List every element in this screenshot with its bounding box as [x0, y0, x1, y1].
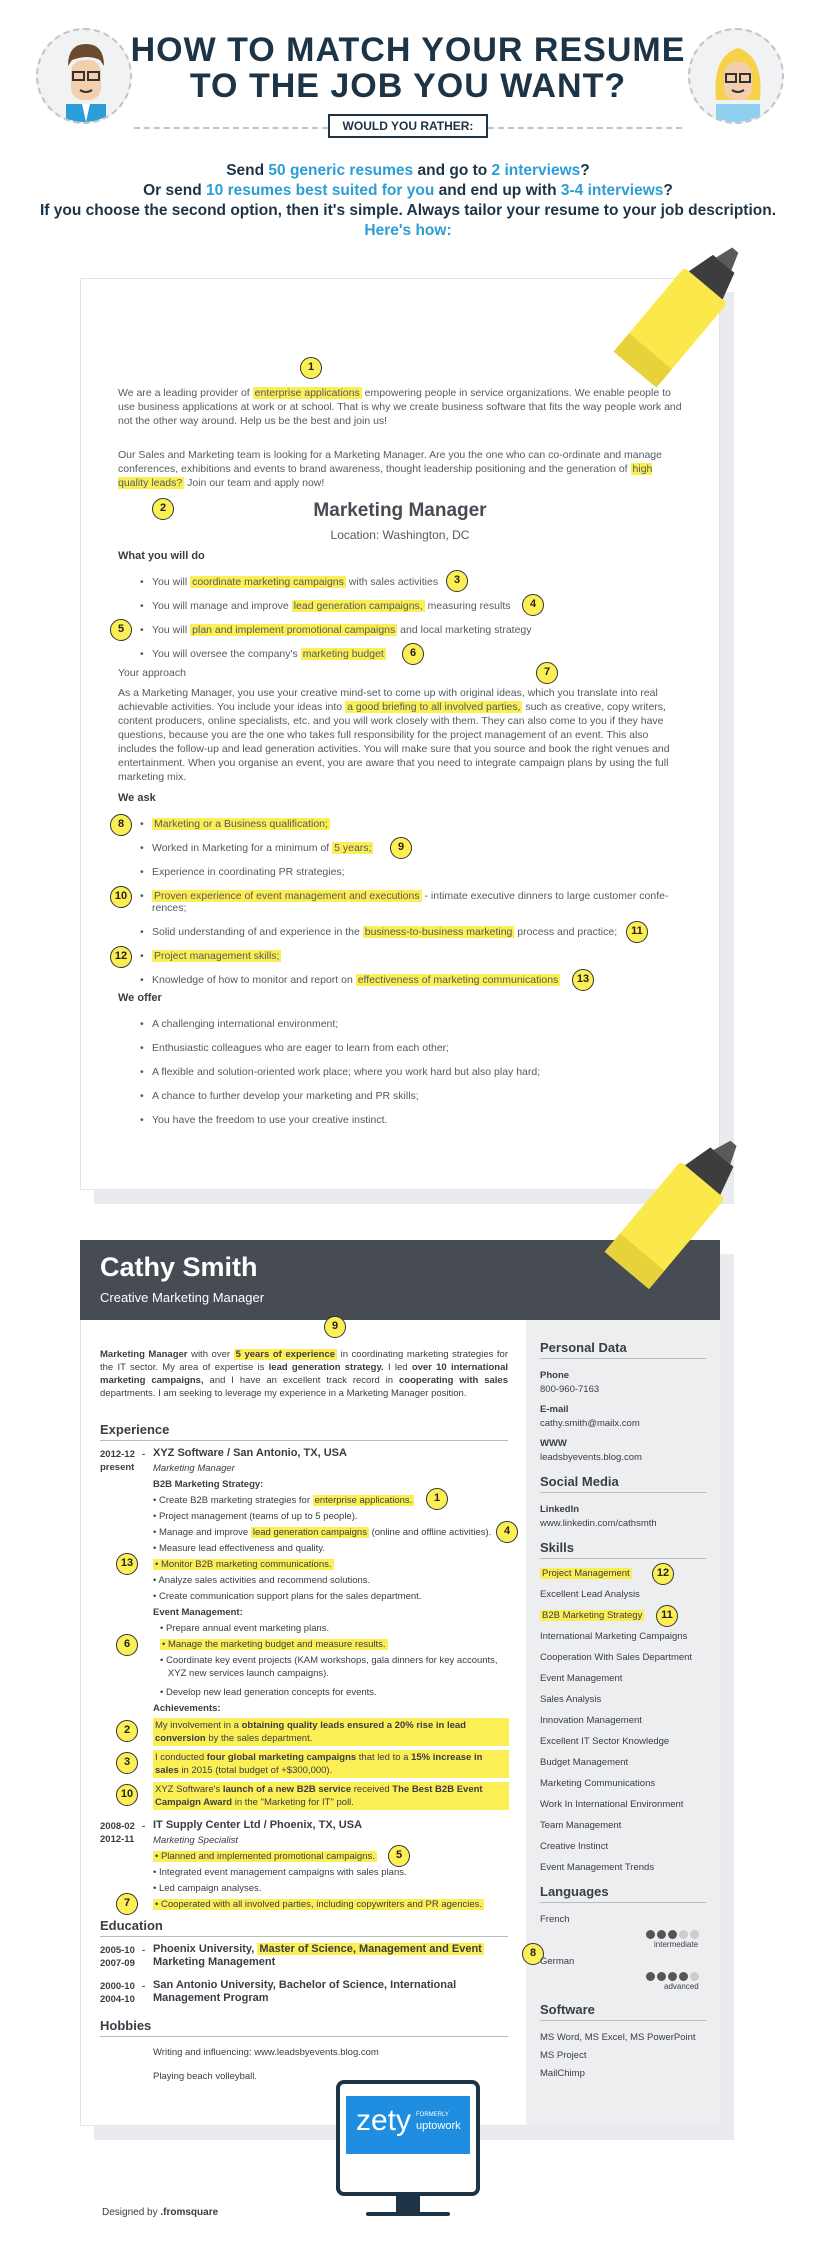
marker-2: 2	[116, 1720, 138, 1742]
marker-3: 3	[116, 1752, 138, 1774]
do-item-1: • You will coordinate marketing campaigns with sales activities	[152, 576, 438, 588]
skill-item: B2B Marketing Strategy	[542, 1610, 643, 1621]
we-offer-heading: We offer	[118, 992, 162, 1004]
dash: -	[142, 1821, 146, 1832]
marker-13: 13	[116, 1553, 138, 1575]
marker-7: 7	[536, 662, 558, 684]
zety-logo: zety FORMERLY uptowork	[346, 2096, 470, 2154]
skill-item: International Marketing Campaigns	[540, 1631, 688, 1642]
marker-11: 11	[626, 921, 648, 943]
dash: -	[142, 1449, 146, 1460]
do-item-3: • You will plan and implement promotional campaigns and local marketing strategy	[152, 624, 532, 636]
job2-bullet-3: • Led campaign analyses.	[153, 1883, 262, 1894]
language-french: French	[540, 1914, 570, 1925]
divider	[540, 1902, 706, 1903]
marker-11: 11	[656, 1605, 678, 1627]
offer-item-2: • Enthusiastic colleagues who are eager to learn from each other;	[152, 1042, 449, 1054]
divider	[540, 1358, 706, 1359]
marker-1: 1	[426, 1488, 448, 1510]
dash: -	[142, 1981, 146, 1992]
languages-heading: Languages	[540, 1884, 609, 1899]
ed2-text: San Antonio University, Bachelor of Science, International Management Program	[153, 1979, 457, 2004]
highlighter-icon	[590, 226, 770, 406]
offer-item-3: • A flexible and solution-oriented work place; where you work hard but also play hard;	[152, 1066, 540, 1078]
job1-event-2: • Manage the marketing budget and measure results.	[162, 1639, 386, 1650]
job-paragraph-1: We are a leading provider of enterprise applications empowering people in service organizations. We enable people to use business applications at work or at school. That is why we create business software that fits the way people work and not the other way around. Help us be the best and join us!	[118, 387, 682, 427]
ask-item-6: • Project management skills;	[152, 950, 281, 962]
job1-bullet-4: • Measure lead effectiveness and quality.	[153, 1543, 325, 1554]
job1-subheading-3: Achievements:	[153, 1703, 221, 1714]
job1-event-4: • Develop new lead generation concepts for events.	[160, 1687, 377, 1698]
intro-line-3: If you choose the second option, then it's simple. Always tailor your resume to your job description.	[39, 202, 777, 219]
marker-8: 8	[110, 814, 132, 836]
marker-13: 13	[572, 969, 594, 991]
education-heading: Education	[100, 1918, 163, 1933]
job-paragraph-2: Our Sales and Marketing team is looking for a Marketing Manager. Are you the one who can co-ordinate and manage conferences, exhibitions and events to brand awareness, thought leadership positioning and the generation of high quality leads? Join our team and apply now!	[118, 449, 662, 489]
marker-9: 9	[390, 837, 412, 859]
marker-6: 6	[402, 643, 424, 665]
skill-item: Project Management	[542, 1568, 630, 1579]
job2-bullet-4: • Cooperated with all involved parties, including copywriters and PR agencies.	[155, 1899, 483, 1910]
skill-item: Team Management	[540, 1820, 622, 1831]
we-ask-heading: We ask	[118, 792, 156, 804]
marker-12: 12	[652, 1563, 674, 1585]
skill-item: Creative Instinct	[540, 1841, 609, 1852]
www-value: leadsbyevents.blog.com	[540, 1452, 642, 1463]
divider	[100, 1440, 508, 1441]
linkedin-label: LinkedIn	[540, 1504, 580, 1515]
your-approach-heading: Your approach	[118, 667, 186, 679]
marker-5: 5	[388, 1845, 410, 1867]
job-location: Location: Washington, DC	[330, 528, 470, 542]
software-item: MS Project	[540, 2050, 587, 2061]
marker-9: 9	[324, 1316, 346, 1338]
job1-bullet-3: • Manage and improve lead generation campaigns (online and offline activities).	[153, 1527, 492, 1538]
skill-item: Sales Analysis	[540, 1694, 602, 1705]
approach-paragraph: As a Marketing Manager, you use your creative mind-set to come up with original ideas, which you translate into real achievable activities. You include your ideas into a good briefing to all involved parties, such as creative, copy writers, content producers, online specialists, etc. and you will work closely with them. They can also come to you if they have questions, because you are the one who takes full responsibility for the project management of an event. This also includes the follow-up and lead generation activities. You will make sure that you source and book the right venues and entertainment. When you organise an event, you are aware that you need to integrate campaign plans by using the full marketing mix.	[118, 687, 670, 783]
job2-role: Marketing Specialist	[153, 1835, 239, 1846]
marker-12: 12	[110, 946, 132, 968]
divider	[134, 127, 328, 129]
skill-item: Innovation Management	[540, 1715, 642, 1726]
ed1-text: Phoenix University, Master of Science, Management and Event Marketing Management	[153, 1943, 482, 1968]
divider	[540, 1492, 706, 1493]
job1-role: Marketing Manager	[153, 1463, 235, 1474]
ask-item-2: • Worked in Marketing for a minimum of 5 years;	[152, 842, 373, 854]
marker-1: 1	[300, 357, 322, 379]
marker-10: 10	[116, 1784, 138, 1806]
marker-4: 4	[522, 594, 544, 616]
skill-item: Work In International Environment	[540, 1799, 684, 1810]
job1-event-1: • Prepare annual event marketing plans.	[160, 1623, 330, 1634]
job1-bullet-5: • Monitor B2B marketing communications.	[155, 1559, 332, 1570]
divider	[540, 2020, 706, 2021]
ed2-dates: 2000-10 2004-10	[100, 1981, 135, 2005]
achievement-3: XYZ Software's launch of a new B2B service received The Best B2B Event Campaign Award in the "Marketing for IT" poll.	[153, 1782, 509, 1810]
skill-item: Event Management Trends	[540, 1862, 655, 1873]
job1-bullet-2: • Project management (teams of up to 5 people).	[153, 1511, 358, 1522]
language-level-label: intermediate	[654, 1940, 699, 1949]
skill-item: Cooperation With Sales Department	[540, 1652, 693, 1663]
marker-7: 7	[116, 1893, 138, 1915]
divider	[540, 1558, 706, 1559]
what-you-will-do-heading: What you will do	[118, 550, 205, 562]
job1-subheading-1: B2B Marketing Strategy:	[153, 1479, 264, 1490]
linkedin-value: www.linkedin.com/cathsmth	[540, 1518, 657, 1529]
do-item-4: • You will oversee the company's marketing budget	[152, 648, 386, 660]
page-title: HOW TO MATCH YOUR RESUME TO THE JOB YOU WANT?	[130, 31, 686, 105]
language-level-label: advanced	[664, 1982, 699, 1991]
skill-item: Marketing Communications	[540, 1778, 656, 1789]
achievement-1: My involvement in a obtaining quality leads ensured a 20% rise in lead conversion by the sales department.	[153, 1718, 509, 1746]
email-label: E-mail	[540, 1404, 569, 1415]
hobby-2: Playing beach volleyball.	[153, 2071, 258, 2082]
offer-item-5: • You have the freedom to use your creative instinct.	[152, 1114, 387, 1126]
software-item: MS Word, MS Excel, MS PowerPoint	[540, 2032, 696, 2043]
divider	[100, 1936, 508, 1937]
cv-summary: Marketing Manager with over 5 years of experience in coordinating marketing strategies for the IT sector. My area of expertise is lead generation strategy. I led over 10 international marketing campaigns, and I have an excellent track record in cooperating with sales departments. I am seeking to leverage my experience in a Marketing Manager position.	[100, 1349, 509, 1399]
job1-bullet-1: • Create B2B marketing strategies for enterprise applications.	[153, 1495, 413, 1506]
marker-2: 2	[152, 498, 174, 520]
intro-line-1: Send 50 generic resumes and go to 2 interviews?	[226, 162, 590, 179]
marker-5: 5	[110, 619, 132, 641]
highlighter-icon	[580, 1118, 770, 1308]
job-title: Marketing Manager	[313, 500, 487, 521]
job1-dates: 2012-12 present	[100, 1449, 135, 1473]
job1-bullet-6: • Analyze sales activities and recommend solutions.	[153, 1575, 371, 1586]
do-item-2: • You will manage and improve lead generation campaigns, measuring results	[152, 600, 511, 612]
marker-4: 4	[496, 1521, 518, 1543]
intro-line-4: Here's how:	[364, 222, 452, 239]
designed-by: Designed by .fromsquare	[102, 2207, 219, 2218]
offer-item-1: • A challenging international environment;	[152, 1018, 338, 1030]
offer-item-4: • A chance to further develop your marketing and PR skills;	[152, 1090, 419, 1102]
language-german: German	[540, 1956, 575, 1967]
phone-value: 800-960-7163	[540, 1384, 600, 1395]
job1-event-3: • Coordinate key event projects (KAM workshops, gala dinners for key accounts, XYZ new services launch campaigns).	[160, 1655, 498, 1679]
job2-title: IT Supply Center Ltd / Phoenix, TX, USA	[153, 1819, 363, 1831]
ask-item-1: • Marketing or a Business qualification;	[152, 818, 330, 830]
cv-role: Creative Marketing Manager	[100, 1290, 265, 1305]
monitor-base	[366, 2212, 450, 2216]
skill-item: Excellent IT Sector Knowledge	[540, 1736, 670, 1747]
marker-6: 6	[116, 1634, 138, 1656]
would-you-rather-badge: WOULD YOU RATHER:	[328, 114, 488, 138]
social-media-heading: Social Media	[540, 1474, 619, 1489]
job2-bullet-2: • Integrated event management campaigns with sales plans.	[153, 1867, 407, 1878]
skill-item: Excellent Lead Analysis	[540, 1589, 640, 1600]
job1-title: XYZ Software / San Antonio, TX, USA	[153, 1447, 347, 1459]
divider	[100, 2036, 508, 2037]
job2-bullet-1: • Planned and implemented promotional campaigns.	[155, 1851, 375, 1862]
hobbies-heading: Hobbies	[100, 2018, 152, 2033]
job1-subheading-2: Event Management:	[153, 1607, 243, 1618]
woman-avatar-icon	[688, 28, 784, 124]
man-avatar-icon	[36, 28, 132, 124]
marker-8: 8	[522, 1943, 544, 1965]
ask-item-5: • Solid understanding of and experience in the business-to-business marketing process and practice;	[152, 926, 617, 938]
marker-10: 10	[110, 886, 132, 908]
job2-dates: 2008-02 2012-11	[100, 1821, 135, 1845]
email-value: cathy.smith@mailx.com	[540, 1418, 640, 1429]
marker-3: 3	[446, 570, 468, 592]
ask-item-3: • Experience in coordinating PR strategies;	[152, 866, 345, 878]
skill-item: Event Management	[540, 1673, 623, 1684]
software-heading: Software	[540, 2002, 595, 2017]
software-item: MailChimp	[540, 2068, 585, 2079]
cv-name: Cathy Smith	[100, 1252, 258, 1282]
intro-line-2: Or send 10 resumes best suited for you and end up with 3-4 interviews?	[143, 182, 673, 199]
phone-label: Phone	[540, 1370, 570, 1381]
job1-bullet-7: • Create communication support plans for the sales department.	[153, 1591, 422, 1602]
ask-item-4: • Proven experience of event management and executions - intimate executive dinners to large customer confe- rences;	[152, 890, 682, 914]
experience-heading: Experience	[100, 1422, 170, 1437]
dash: -	[142, 1945, 146, 1956]
ask-item-7: • Knowledge of how to monitor and report on effectiveness of marketing communications	[152, 974, 560, 986]
hobby-1: Writing and influencing: www.leadsbyevents.blog.com	[153, 2047, 379, 2058]
www-label: WWW	[540, 1438, 567, 1449]
skill-item: Budget Management	[540, 1757, 629, 1768]
skills-heading: Skills	[540, 1540, 574, 1555]
ed1-dates: 2005-10 2007-09	[100, 1945, 135, 1969]
achievement-2: I conducted four global marketing campaigns that led to a 15% increase in sales in 2015 (total budget of +$300,000).	[153, 1750, 509, 1778]
personal-data-heading: Personal Data	[540, 1340, 627, 1355]
divider	[488, 127, 682, 129]
